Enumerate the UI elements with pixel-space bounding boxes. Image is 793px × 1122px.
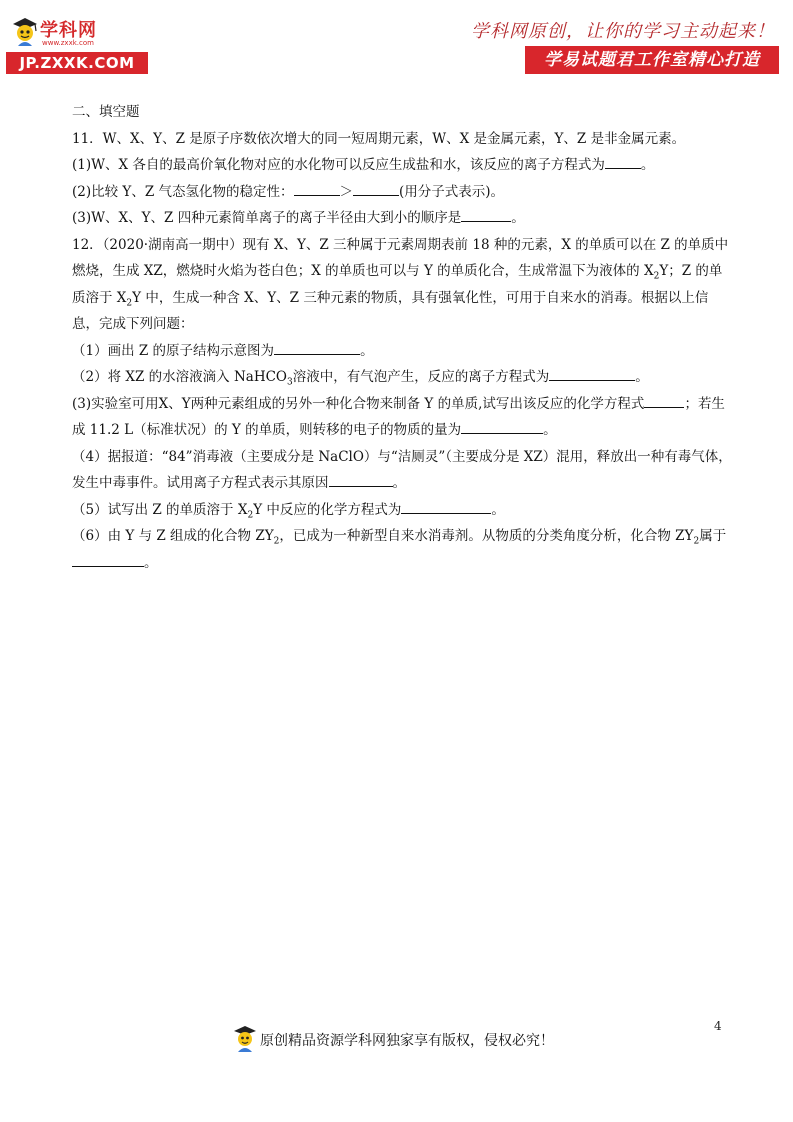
q12-part1 [72,338,732,365]
q11-part1-end: 。 [640,157,655,173]
answer-blank [274,340,360,355]
q12-part2-end: 。 [635,369,649,385]
q12-part6-text-a: （6）由 Y 与 Z 组成的化合物 ZY [72,528,274,544]
q12-part4-text: （4）据报道：“84”消毒液（主要成分是 NaClO）与“洁厕灵”（主要成分是 XZ）混用，释放出一种有毒气体，发生中毒事件。试用离子方程式表示其原因 [72,448,732,491]
answer-blank [72,552,144,567]
q12-part3-text-b: 若生成 11.2 L（标准状况）的 Y 的单质，则转移的电子的物质的量为 [72,395,725,438]
answer-blank [401,499,491,514]
q12-part2-text-a: （2）将 XZ 的水溶液滴入 NaHCO [72,369,287,385]
subscript: 2 [693,536,700,547]
q12-part5-text-a: （5）试写出 Z 的单质溶于 X [72,501,248,518]
q12-part3-text-a: (3)实验室可用X、Y两种元素组成的另外一种化合物来制备 Y 的单质,试写出该反应的化学方程式 [72,395,645,412]
q12-part3 [72,391,732,444]
zxxk-logo [6,14,148,74]
q11-part1-text: (1)W、X 各自的最高价氧化物对应的水化物可以反应生成盐和水，该反应的离子方程式为 [72,157,605,173]
answer-blank [329,472,393,487]
subscript: 2 [653,271,660,282]
q11-part3 [72,205,732,232]
q11-part1 [72,152,732,179]
answer-blank [461,419,543,434]
logo-top [6,14,148,48]
q12-part1-text: （1）画出 Z 的原子结构示意图为 [72,342,275,359]
question-content [72,99,732,576]
answer-blank [549,366,635,381]
subscript: 2 [126,298,133,309]
q12-stem-text-c: Y 中，生成一种含 X、Y、Z 三种元素的物质，具有强氧化性，可用于自来水的消毒。根据以上信息，完成下列问题： [72,289,709,332]
subscript: 2 [247,510,254,521]
section-title: 二、填空题 [72,104,140,120]
q12-stem [72,232,732,338]
q11-part3-text: (3)W、X、Y、Z 四种元素简单离子的离子半径由大到小的顺序是 [72,210,462,226]
q12-part2-text-b: 溶液中，有气泡产生，反应的离子方程式为 [292,369,550,385]
q12-part1-end: 。 [360,342,374,359]
q12-part6-text-c: 属于 [699,528,727,544]
q12-part3-semicolon: ； [684,395,698,412]
q11-stem: 11．W、X、Y、Z 是原子序数依次增大的同一短周期元素，W、X 是金属元素，Y、Z 是非金属元素。 [72,130,686,147]
q11-part2-end: (用分子式表示)。 [399,183,505,200]
q12-stem-text-b: Y；Z 的单质溶于 X [72,263,723,306]
copyright-notice: 原创精品资源学科网独家享有版权，侵权必究！ [260,1033,554,1049]
logo-domain-bar: JP.ZXXK.COM [6,52,148,74]
q12-part5-end: 。 [491,501,505,518]
studio-banner: 学易试题君工作室精心打造 [525,46,779,74]
copyright-footer [232,1024,562,1056]
subscript: 2 [273,536,280,547]
q12-part3-end: 。 [543,422,557,438]
subscript: 3 [287,377,293,388]
header-slogan: 学科网原创，让你的学习主动起来！ [471,21,775,42]
greater-than-sign: ＞ [339,183,353,200]
mascot-icon [232,1024,258,1054]
q12-part2 [72,364,732,391]
q11-part2 [72,179,732,206]
q12-stem-text-a: 12．（2020·湖南高一期中）现有 X、Y、Z 三种属于元素周期表前 18 种的元素，X 的单质可以在 Z 的单质中燃烧，生成 XZ，燃烧时火焰为苍白色；X 的单质也可以与 Y 的单质化合，生成常温下为液体的 X [72,236,729,279]
q12-part6-end: 。 [144,554,158,571]
logo-url: www.zxxk.com [42,39,94,47]
q12-part4-end: 。 [392,475,406,491]
q11-part3-end: 。 [511,210,525,226]
answer-blank [605,154,641,169]
logo-chinese-name: 学科网 [40,20,97,41]
q12-part4 [72,444,732,497]
page-number: 4 [714,1019,722,1033]
q12-part5 [72,497,732,524]
page-header [0,0,793,80]
q11-part2-text: (2)比较 Y、Z 气态氢化物的稳定性： [72,183,294,200]
answer-blank [644,393,684,408]
q12-part6-text-b: ，已成为一种新型自来水消毒剂。从物质的分类角度分析，化合物 ZY [279,528,694,544]
mascot-icon [10,16,40,48]
q12-part5-text-b: Y 中反应的化学方程式为 [253,501,402,518]
answer-blank [294,181,340,196]
q12-part6 [72,523,732,576]
answer-blank [461,207,511,222]
answer-blank [353,181,399,196]
